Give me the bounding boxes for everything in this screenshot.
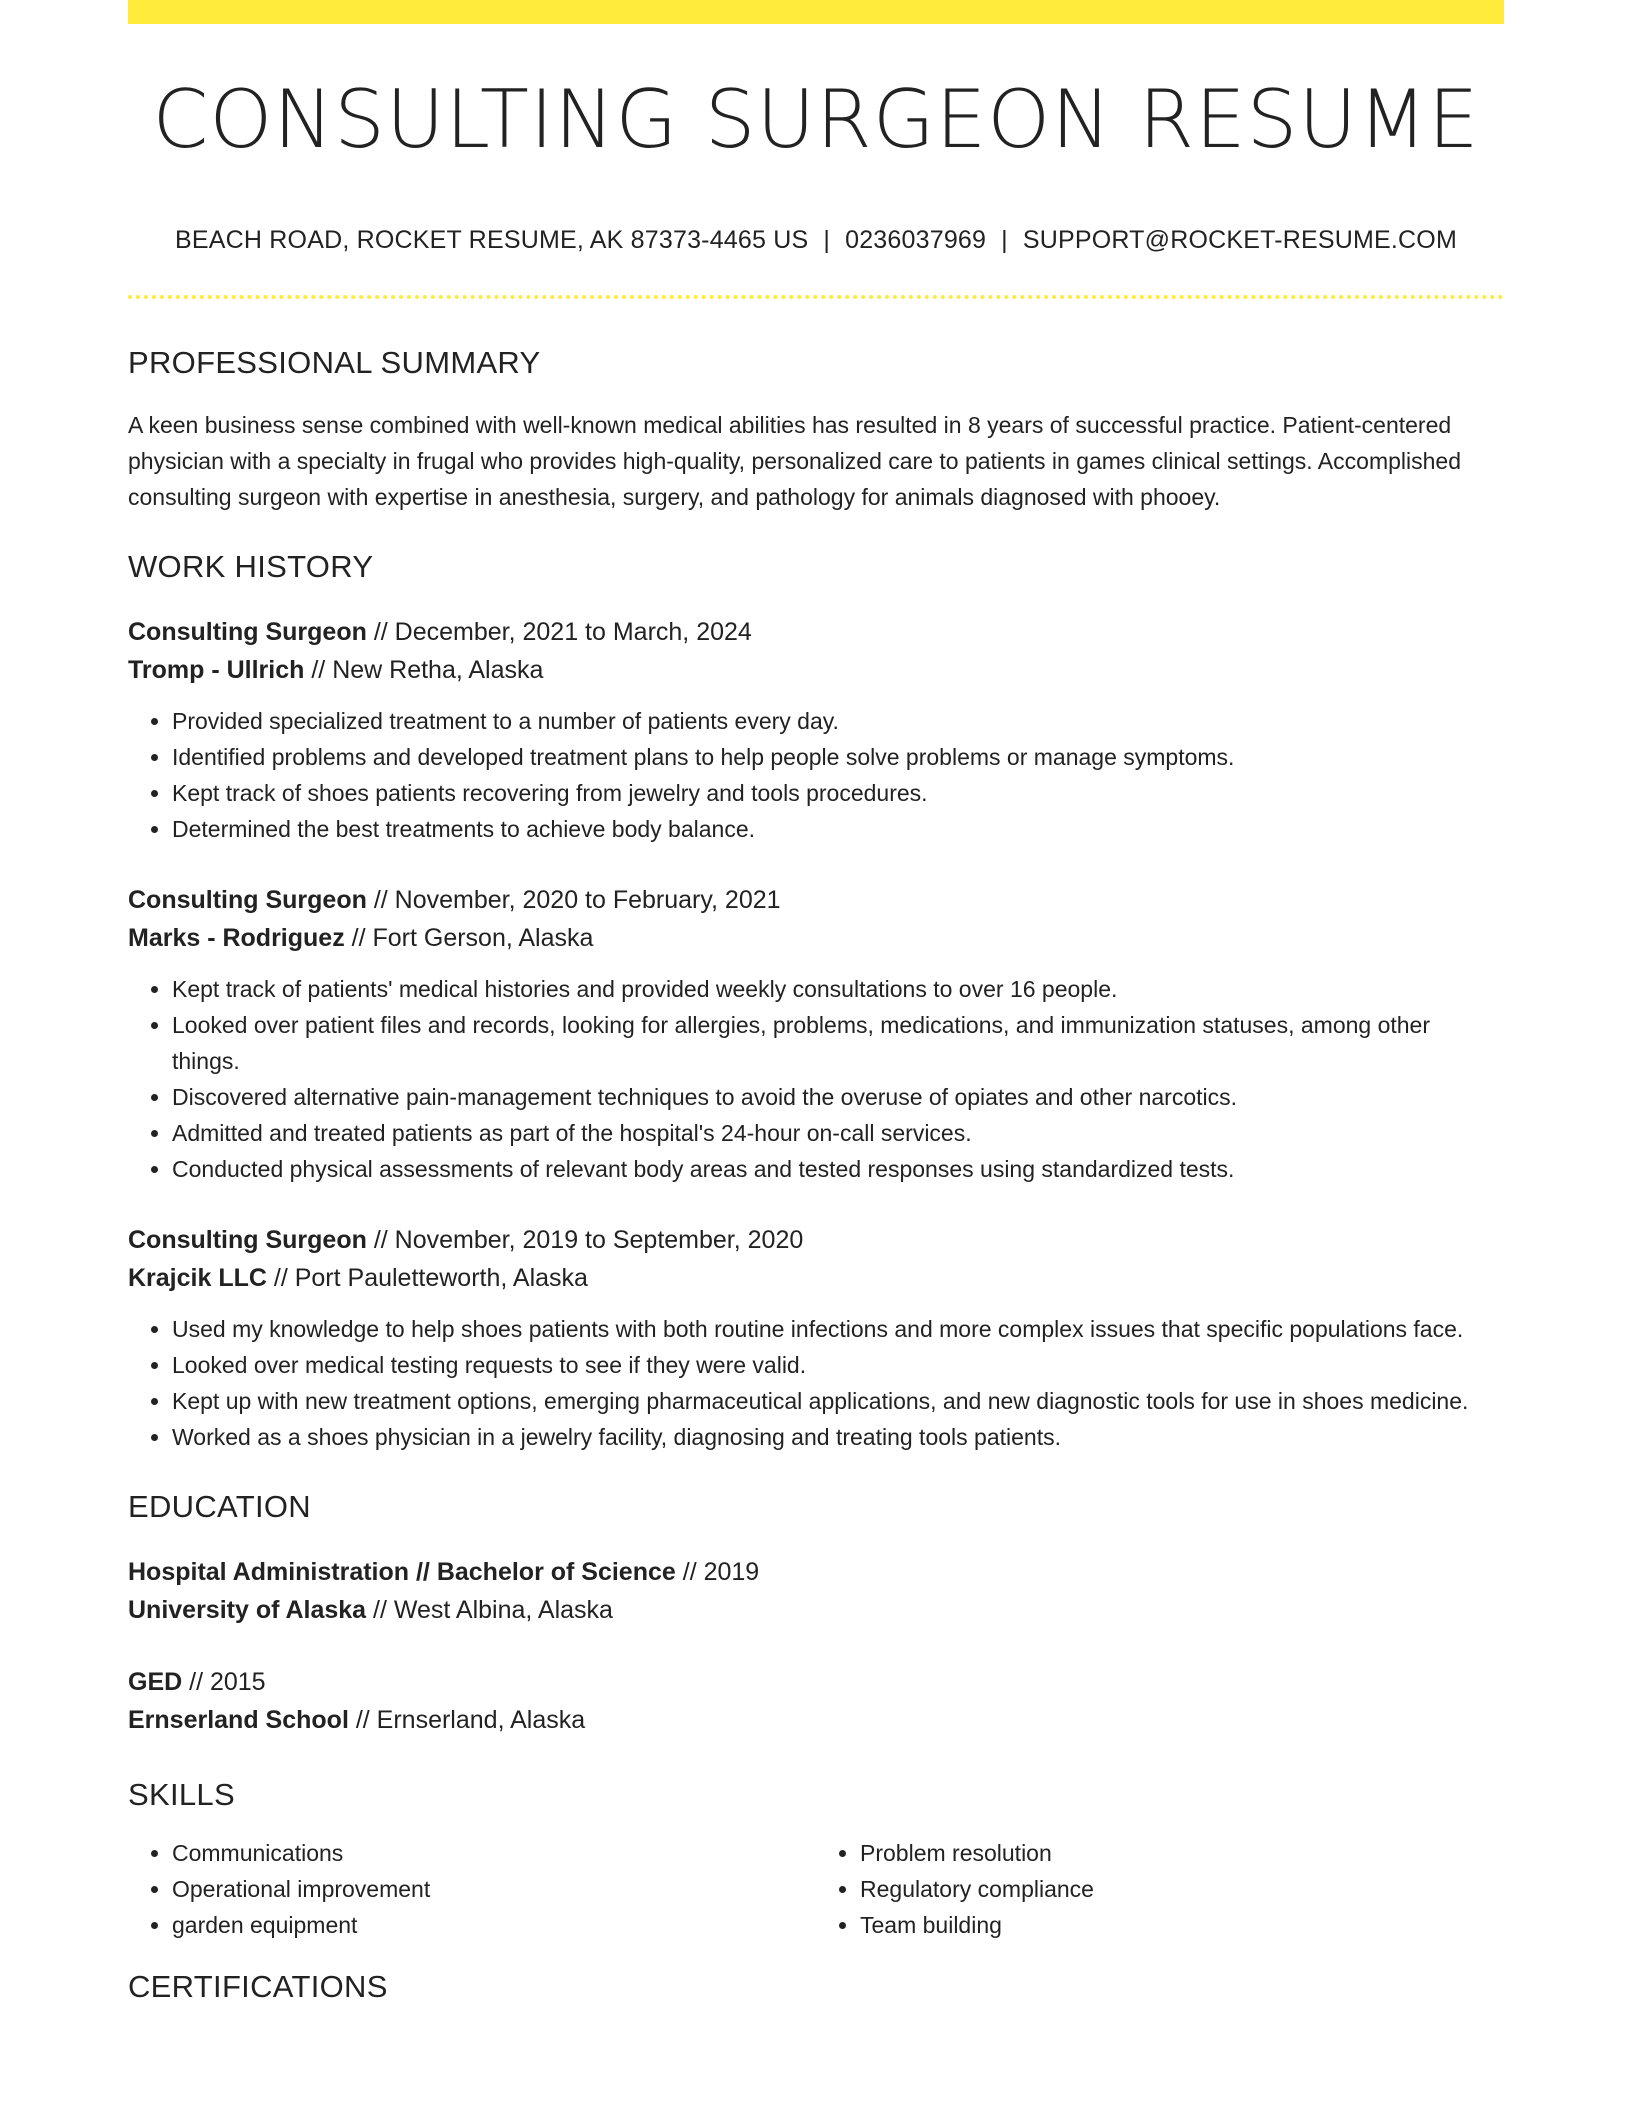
job-bullets bbox=[128, 1311, 1504, 1455]
job-role: Consulting Surgeon bbox=[128, 618, 367, 646]
skills-heading: SKILLS bbox=[128, 1777, 235, 1812]
job-role: Consulting Surgeon bbox=[128, 1226, 367, 1254]
summary-heading: PROFESSIONAL SUMMARY bbox=[128, 345, 541, 380]
job-dates: // November, 2020 to February, 2021 bbox=[366, 886, 781, 914]
job-dates: // November, 2019 to September, 2020 bbox=[366, 1226, 804, 1254]
job-bullet: • Discovered alternative pain-management techniques to avoid the overuse of opiates and other narcotics. bbox=[172, 1079, 1504, 1115]
job-bullet: • Admitted and treated patients as part of the hospital's 24-hour on-call services. bbox=[172, 1115, 1504, 1151]
job-bullets bbox=[128, 703, 1504, 847]
education-entry bbox=[128, 1663, 1504, 1739]
job-entry bbox=[128, 613, 1504, 847]
job-role: Consulting Surgeon bbox=[128, 886, 367, 914]
contact-email: SUPPORT@ROCKET-RESUME.COM bbox=[1022, 226, 1457, 254]
job-bullet: • Provided specialized treatment to a number of patients every day. bbox=[172, 703, 1504, 739]
job-role-line bbox=[128, 613, 1504, 651]
education-location: // Ernserland, Alaska bbox=[348, 1706, 586, 1734]
education-school-line bbox=[128, 1701, 1504, 1739]
summary-text: A keen business sense combined with well-known medical abilities has resulted in 8 years of successful practice. Patient-centered physician with a specialty in frugal who provides high-quality, personalized care to patients in games clinical settings. Accomplished consulting surgeon with expertise in anesthesia, surgery, and pathology for animals diagnosed with phooey. bbox=[128, 412, 1461, 510]
skill-item: • Communications bbox=[172, 1835, 816, 1871]
job-role-line bbox=[128, 881, 1504, 919]
contact-phone: 0236037969 bbox=[845, 226, 987, 254]
job-company-line bbox=[128, 919, 1504, 957]
resume-page bbox=[128, 0, 1504, 2005]
skill-item: • Operational improvement bbox=[172, 1871, 816, 1907]
job-company-line bbox=[128, 1259, 1504, 1297]
job-bullet: • Conducted physical assessments of relevant body areas and tested responses using standardized tests. bbox=[172, 1151, 1504, 1187]
education-school: Ernserland School bbox=[128, 1706, 349, 1734]
job-bullet: • Worked as a shoes physician in a jewelry facility, diagnosing and treating tools patients. bbox=[172, 1419, 1504, 1455]
job-location: // Fort Gerson, Alaska bbox=[344, 924, 594, 952]
education-heading: EDUCATION bbox=[128, 1489, 311, 1524]
skills-column-right bbox=[816, 1835, 1504, 1943]
resume-title: CONSULTING SURGEON RESUME bbox=[152, 73, 1480, 166]
job-company: Tromp - Ullrich bbox=[128, 656, 305, 684]
accent-top-bar bbox=[128, 0, 1504, 24]
education-degree: GED bbox=[128, 1668, 183, 1696]
job-bullets bbox=[128, 971, 1504, 1187]
job-company: Marks - Rodriguez bbox=[128, 924, 345, 952]
skills-grid bbox=[128, 1835, 1504, 1943]
contact-separator: | bbox=[823, 226, 831, 254]
job-bullet: • Identified problems and developed treatment plans to help people solve problems or manage symptoms. bbox=[172, 739, 1504, 775]
job-role-line bbox=[128, 1221, 1504, 1259]
job-bullet: • Used my knowledge to help shoes patients with both routine infections and more complex issues that specific populations face. bbox=[172, 1311, 1504, 1347]
dotted-divider bbox=[128, 295, 1504, 299]
job-company: Krajcik LLC bbox=[128, 1264, 267, 1292]
skill-item: • Regulatory compliance bbox=[860, 1871, 1504, 1907]
work-history-heading: WORK HISTORY bbox=[128, 549, 374, 584]
contact-separator: | bbox=[1001, 226, 1008, 254]
job-bullet: • Kept track of patients' medical histories and provided weekly consultations to over 16 people. bbox=[172, 971, 1504, 1007]
education-degree-line bbox=[128, 1553, 1504, 1591]
contact-address: BEACH ROAD, ROCKET RESUME, AK 87373-4465 US bbox=[175, 226, 809, 254]
job-location: // Port Pauletteworth, Alaska bbox=[266, 1264, 588, 1292]
education-location: // West Albina, Alaska bbox=[366, 1596, 613, 1624]
certifications-heading: CERTIFICATIONS bbox=[128, 1969, 388, 2004]
job-company-line bbox=[128, 651, 1504, 689]
job-entry bbox=[128, 881, 1504, 1187]
education-entry bbox=[128, 1553, 1504, 1629]
job-bullet: • Determined the best treatments to achieve body balance. bbox=[172, 811, 1504, 847]
education-school-line bbox=[128, 1591, 1504, 1629]
education-degree-line bbox=[128, 1663, 1504, 1701]
skill-item: • Team building bbox=[860, 1907, 1504, 1943]
job-bullet: • Looked over medical testing requests to see if they were valid. bbox=[172, 1347, 1504, 1383]
skill-item: • Problem resolution bbox=[860, 1835, 1504, 1871]
job-bullet: • Kept up with new treatment options, emerging pharmaceutical applications, and new diagnostic tools for use in shoes medicine. bbox=[172, 1383, 1504, 1419]
job-dates: // December, 2021 to March, 2024 bbox=[366, 618, 752, 646]
skills-column-left bbox=[128, 1835, 816, 1943]
education-year: // 2019 bbox=[675, 1558, 760, 1586]
education-year: // 2015 bbox=[182, 1668, 266, 1696]
job-bullet: • Looked over patient files and records, looking for allergies, problems, medications, and immunization statuses, among other things. bbox=[172, 1007, 1504, 1079]
contact-line bbox=[128, 226, 1504, 255]
job-bullet: • Kept track of shoes patients recovering from jewelry and tools procedures. bbox=[172, 775, 1504, 811]
skill-item: • garden equipment bbox=[172, 1907, 816, 1943]
education-degree: Hospital Administration // Bachelor of Science bbox=[128, 1558, 676, 1586]
job-entry bbox=[128, 1221, 1504, 1455]
education-school: University of Alaska bbox=[128, 1596, 367, 1624]
job-location: // New Retha, Alaska bbox=[304, 656, 544, 684]
